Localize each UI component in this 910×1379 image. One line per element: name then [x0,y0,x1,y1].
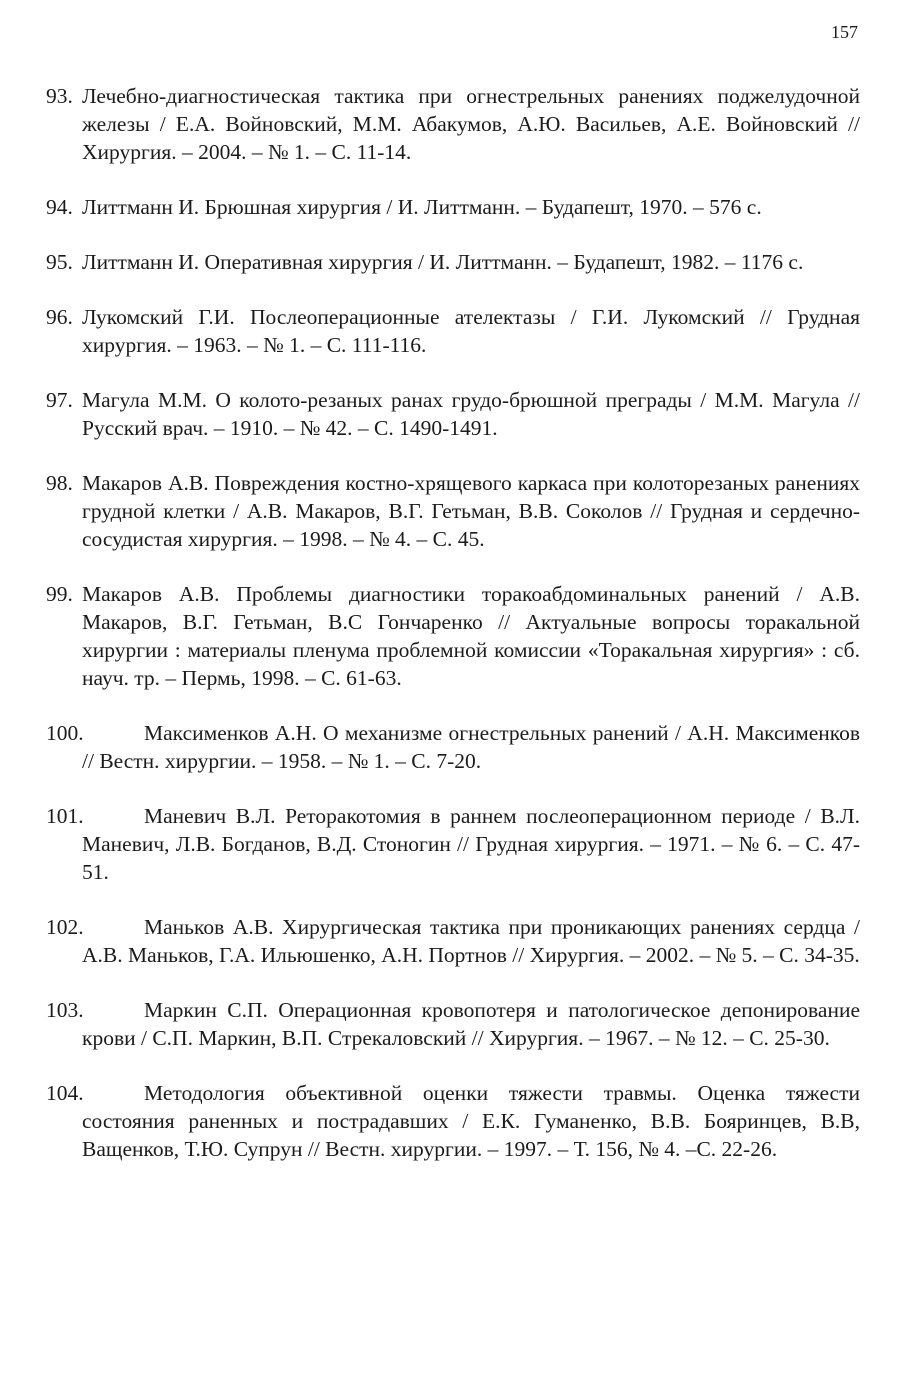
reference-number: 101. [46,804,84,828]
reference-item [46,719,860,775]
reference-number: 95. [46,250,73,274]
reference-item [46,248,860,276]
reference-item [46,913,860,969]
reference-item [46,469,860,553]
page-number: 157 [831,22,858,42]
reference-text: Литтманн И. Брюшная хирургия / И. Литтманн. – Будапешт, 1970. – 576 с. [82,195,762,219]
reference-text: Магула М.М. О колото-резаных ранах грудо-брюшной преграды / М.М. Магула // Русский врач. – 1910. – № 42. – С. 1490-1491. [82,388,860,440]
reference-text: Маневич В.Л. Реторакотомия в раннем послеоперационном периоде / В.Л. Маневич, Л.В. Богданов, В.Д. Стоногин // Грудная хирургия. – 1971. – № 6. – С. 47-51. [82,804,860,884]
reference-number: 98. [46,471,73,495]
reference-number: 96. [46,305,73,329]
reference-text: Максименков А.Н. О механизме огнестрельных ранений / А.Н. Максименков // Вестн. хирургии. – 1958. – № 1. – С. 7-20. [82,721,860,773]
reference-item [46,996,860,1052]
reference-number: 100. [46,721,84,745]
reference-item [46,82,860,166]
reference-item [46,802,860,886]
reference-text: Методология объективной оценки тяжести травмы. Оценка тяжести состояния раненных и пострадавших / Е.К. Гуманенко, В.В. Бояринцев, В.В, Ващенков, Т.Ю. Супрун // Вестн. хирургии. – 1997. – Т. 156, № 4. –С. 22-26. [82,1081,860,1161]
reference-item [46,580,860,692]
reference-number: 103. [46,998,84,1022]
reference-text: Лукомский Г.И. Послеоперационные ателектазы / Г.И. Лукомский // Грудная хирургия. – 1963. – № 1. – С. 111-116. [82,305,860,357]
reference-text: Литтманн И. Оперативная хирургия / И. Литтманн. – Будапешт, 1982. – 1176 с. [82,250,804,274]
reference-number: 99. [46,582,73,606]
reference-item [46,193,860,221]
reference-text: Маньков А.В. Хирургическая тактика при проникающих ранениях сердца / А.В. Маньков, Г.А. Ильюшенко, А.Н. Портнов // Хирургия. – 2002. – № 5. – С. 34-35. [82,915,860,967]
reference-item [46,303,860,359]
reference-text: Лечебно-диагностическая тактика при огнестрельных ранениях поджелудочной железы / Е.А. Войновский, М.М. Абакумов, А.Ю. Васильев, А.Е. Войновский // Хирургия. – 2004. – № 1. – С. 11-14. [82,84,860,164]
reference-item [46,386,860,442]
reference-number: 97. [46,388,73,412]
reference-number: 94. [46,195,73,219]
reference-text: Макаров А.В. Повреждения костно-хрящевого каркаса при колоторезаных ранениях грудной клетки / А.В. Макаров, В.Г. Гетьман, В.В. Соколов // Грудная и сердечно-сосудистая хирургия. – 1998. – № 4. – С. 45. [82,471,860,551]
reference-number: 102. [46,915,84,939]
reference-list [46,82,860,1190]
reference-text: Макаров А.В. Проблемы диагностики торакоабдоминальных ранений / А.В. Макаров, В.Г. Гетьман, В.С Гончаренко // Актуальные вопросы торакальной хирургии : материалы пленума проблемной комиссии «Торакальная хирургия» : сб. науч. тр. – Пермь, 1998. – С. 61-63. [82,582,860,690]
reference-number: 93. [46,84,73,108]
reference-number: 104. [46,1081,84,1105]
reference-text: Маркин С.П. Операционная кровопотеря и патологическое депонирование крови / С.П. Маркин, В.П. Стрекаловский // Хирургия. – 1967. – № 12. – С. 25-30. [82,998,860,1050]
reference-item [46,1079,860,1163]
